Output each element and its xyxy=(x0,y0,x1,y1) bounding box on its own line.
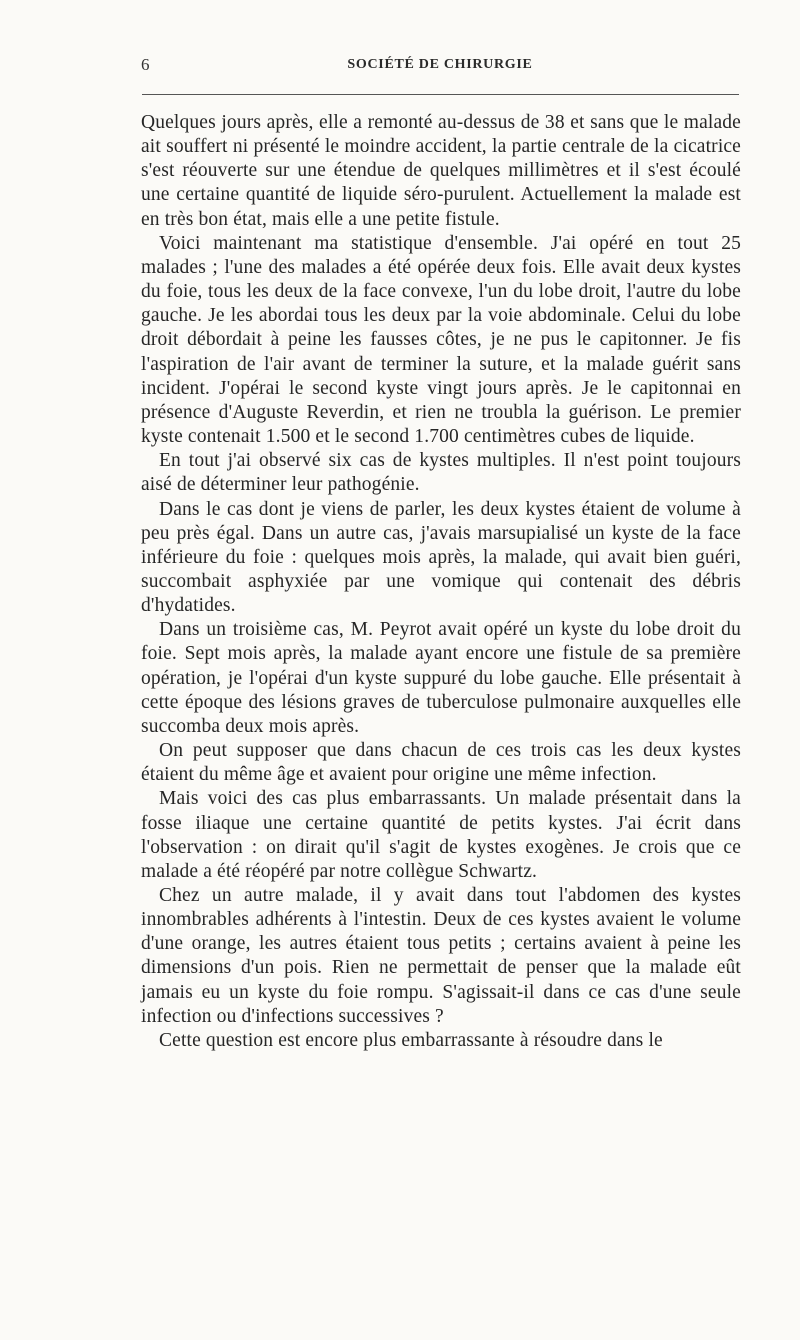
paragraph: Dans un troisième cas, M. Peyrot avait opéré un kyste du lobe droit du foie. Sept mois après, la malade ayant encore une fistule de sa première opération, je l'opérai d'un kyste suppuré du lobe gauche. Elle présentait à cette époque des lésions graves de tuberculose pulmonaire auxquelles elle succomba deux mois après. xyxy=(141,619,741,737)
paragraph: Dans le cas dont je viens de parler, les deux kystes étaient de volume à peu près égal. Dans un autre cas, j'avais marsupialisé un kyste de la face inférieure du foie : quelques mois après, la malade, qui avait bien guéri, succombait asphyxiée par une vomique qui contenait des débris d'hydatides. xyxy=(141,498,741,617)
body-text xyxy=(141,111,741,1053)
paragraph: Quelques jours après, elle a remonté au-dessus de 38 et sans que le malade ait souffert ni présenté le moindre accident, la partie centrale de la cicatrice s'est réouverte sur une étendue de quelques millimètres et il s'est écoulé une certaine quantité de liquide séro-purulent. Actuellement la malade est en très bon état, mais elle a une petite fistule. xyxy=(141,112,741,230)
paragraph: Mais voici des cas plus embarrassants. Un malade présentait dans la fosse iliaque une certaine quantité de petits kystes. J'ai écrit dans l'observation : on dirait qu'il s'agit de kystes exogènes. Je crois que ce malade a été réopéré par notre collègue Schwartz. xyxy=(141,788,741,882)
paragraph: En tout j'ai observé six cas de kystes multiples. Il n'est point toujours aisé de déterminer leur pathogénie. xyxy=(141,450,741,496)
paragraph: Voici maintenant ma statistique d'ensemble. J'ai opéré en tout 25 malades ; l'une des malades a été opérée deux fois. Elle avait deux kystes du foie, tous les deux de la face convexe, l'un du lobe droit, l'autre du lobe gauche. Je les abordai tous les deux par la voie abdominale. Celui du lobe droit débordait à peine les fausses côtes, je ne pus le capitonner. Je fis l'aspiration de l'air avant de terminer la suture, et la malade guérit sans incident. J'opérai le second kyste vingt jours après. Je le capitonnai en présence d'Auguste Reverdin, et rien ne troubla la guérison. Le premier kyste contenait 1.500 et le second 1.700 centimètres cubes de liquide. xyxy=(141,232,741,448)
running-title: SOCIÉTÉ DE CHIRURGIE xyxy=(347,57,533,72)
paragraph: Chez un autre malade, il y avait dans tout l'abdomen des kystes innombrables adhérents à l'intestin. Deux de ces kystes avaient le volume d'une orange, les autres étaient tous petits ; certains avaient à peine les dimensions d'un pois. Rien ne permettait de penser que la malade eût jamais eu un kyste du foie rompu. S'agissait-il dans ce cas d'une seule infection ou d'infections successives ? xyxy=(141,885,741,1027)
page-header xyxy=(141,55,739,77)
paragraph: On peut supposer que dans chacun de ces trois cas les deux kystes étaient du même âge et avaient pour origine une même infection. xyxy=(141,740,741,786)
header-rule xyxy=(142,94,739,95)
page-number: 6 xyxy=(141,55,150,74)
paragraph: Cette question est encore plus embarrassante à résoudre dans le xyxy=(159,1029,663,1051)
